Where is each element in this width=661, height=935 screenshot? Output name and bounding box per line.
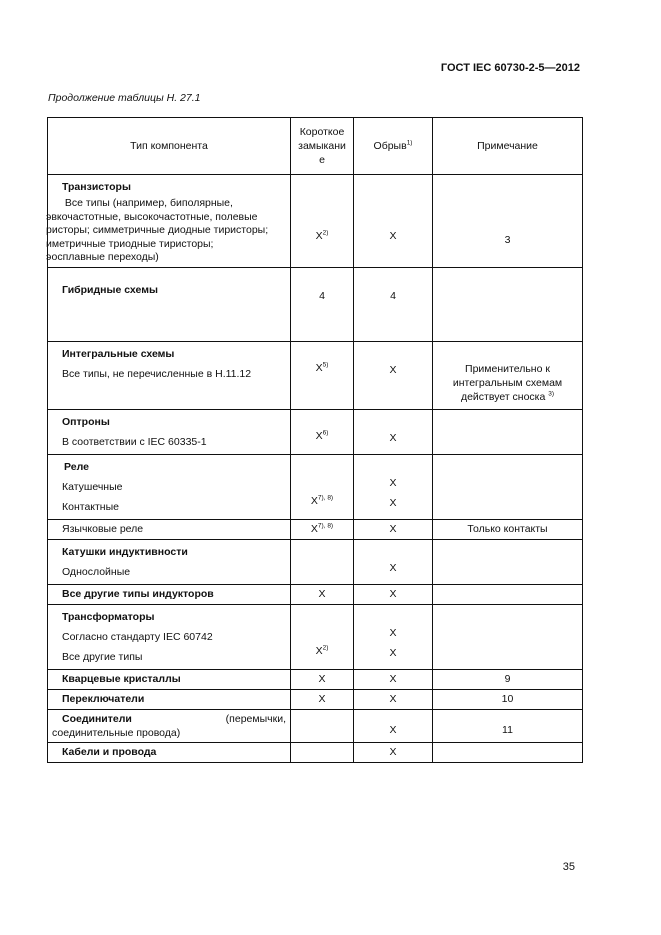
row-title-opto: Оптроны — [62, 415, 110, 428]
table-row: Интегральные схемы Все типы, не перечисленные в Н.11.12 $X^{5)}$ X Применительно к интегральным схемам действует сноска $^{3)}$ — [48, 341, 583, 409]
row-title-transformers: Трансформаторы — [62, 610, 155, 623]
table-header-row — [48, 118, 583, 175]
table-continuation-caption: Продолжение таблицы Н. 27.1 — [48, 92, 201, 104]
table-row: Гибридные схемы 4 4 — [48, 267, 583, 341]
row-title-ic: Интегральные схемы — [62, 347, 175, 360]
table-row: Трансформаторы Согласно стандарту IEC 60742 Все другие типы $X^{2)}$ X X — [48, 604, 583, 669]
table-row: Язычковые реле $X^{7), 8)}$ X Только контакты — [48, 519, 583, 539]
component-failure-table — [47, 117, 583, 763]
header-short-circuit: Короткое замыкани е — [291, 118, 354, 175]
table-row: Оптроны В соответствии с IEC 60335-1 $X^{6)}$ X — [48, 409, 583, 454]
table-row: Кабели и провода X — [48, 742, 583, 762]
table-row: Транзисторы Все типы (например, биполярные, эвкочастотные, высокочастотные, полевые ристоры; симметричные диодные тиристоры; иметричные триодные тиристоры; эосплавные переходы) $X^{2)}$ X 3 — [48, 175, 583, 268]
row-title-relay: Реле — [64, 460, 89, 473]
table-row: Соединители (перемычки, соединительные провода) X 11 — [48, 709, 583, 742]
table-row: Переключатели X X 10 — [48, 689, 583, 709]
header-open-circuit: Обрыв$^{1)}$ — [354, 118, 433, 175]
table-row: Реле Катушечные Контактные $X^{7), 8)}$ X X — [48, 454, 583, 519]
row-title-transistors: Транзисторы — [62, 181, 131, 193]
header-component-type: Тип компонента — [48, 118, 291, 175]
header-note: Примечание — [433, 118, 583, 175]
table-row: Кварцевые кристаллы X X 9 — [48, 669, 583, 689]
table-row: Катушки индуктивности Однослойные X — [48, 539, 583, 584]
table-row: Все другие типы индукторов X X — [48, 584, 583, 604]
page-number: 35 — [562, 861, 575, 873]
standard-designation: ГОСТ IEC 60730-2-5—2012 — [440, 62, 580, 74]
row-title-hybrid: Гибридные схемы — [62, 283, 158, 296]
row-title-coils: Катушки индуктивности — [62, 545, 188, 558]
